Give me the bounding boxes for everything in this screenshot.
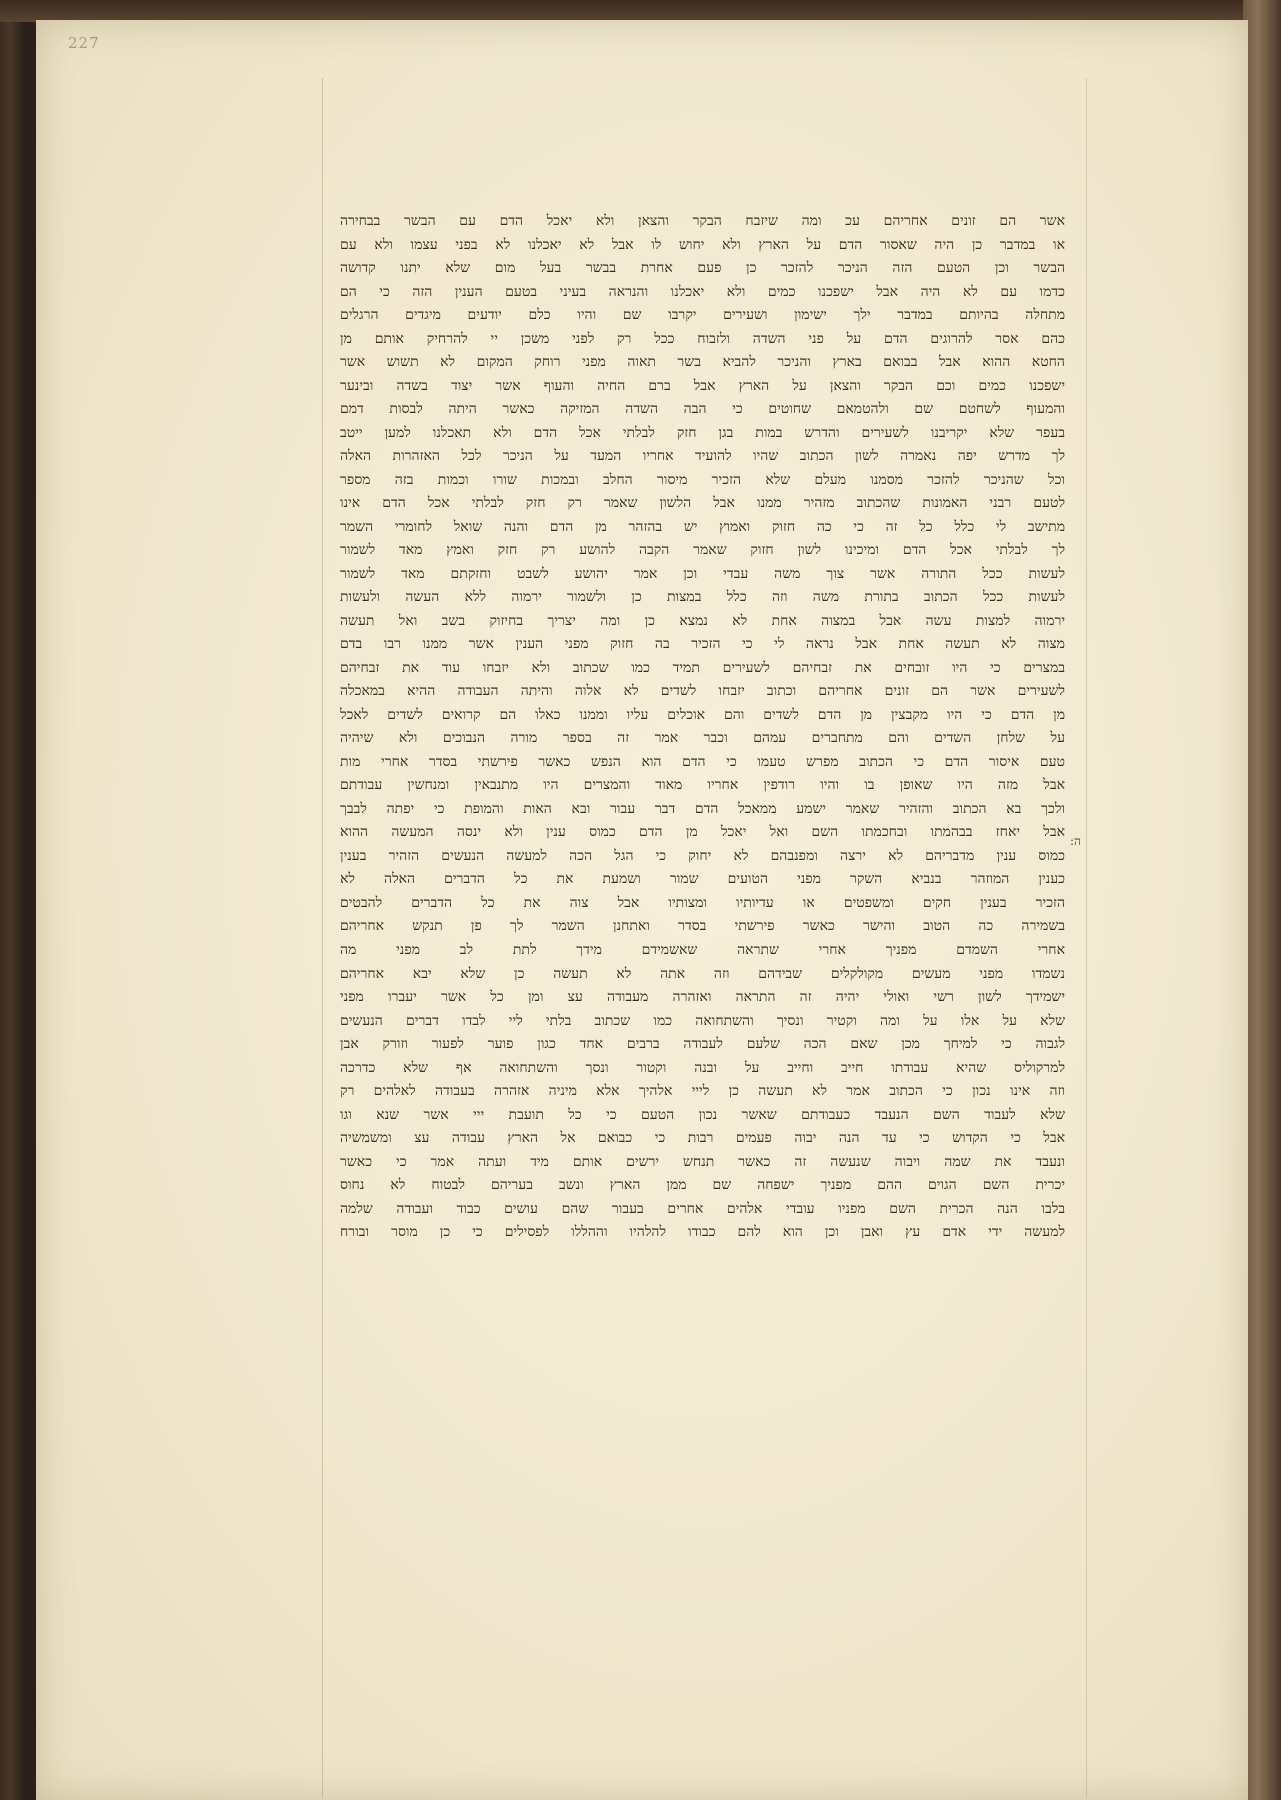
text-line: מן הדם כי היו מקבצין מן הדם לשדים והם אוכלים עליו וממנו כאלו הם קרואים לשדים לאכל bbox=[340, 706, 1065, 723]
folio-number: 227 bbox=[68, 34, 100, 52]
text-line: על שלחן השדים והם מתחברים עמהם וכבר אמר זה בספר מורה הנבוכים ולא שיהיה bbox=[340, 730, 1065, 747]
margin-mark: :ה bbox=[1070, 834, 1081, 848]
text-line: יכרית השם הגוים ההם מפניך ישפחה שם ממן הארץ ונשב בעריהם לבטוח לא נחוס bbox=[340, 1177, 1065, 1194]
text-line: לעשות ככל הכתוב בתורת משה וזה כלל במצות כן ולשמור ירמוה ללא העשה ולעשות bbox=[340, 589, 1065, 606]
text-line: טעם איסור הדם כי הכתוב מפרש טעמו כי הדם הוא הנפש כאשר פירשתי בסדר אחרי מות bbox=[340, 753, 1065, 770]
text-line: כהם אסר להרוגים הדם על פני השדה ולזבוח ככל רק לפני משכן יי להרחיק אותם מן bbox=[340, 330, 1065, 347]
ruling-line-right bbox=[1086, 78, 1087, 1798]
text-line: והמעוף לשחטם שם ולהטמאם שחוטים כי הבה השדה המזיקה כאשר היתה לבסות דמם bbox=[340, 401, 1065, 418]
text-line: לך לבלתי אכל הדם ומיכינו לשון חזוק שאמר הקבה להושע רק חזק ואמץ מאד לשמור bbox=[340, 542, 1065, 559]
text-line: אשר הם זונים אחריהם עכ ומה שיזבח הבקר והצאן ולא יאכל הדם עם הבשר בבחירה bbox=[340, 213, 1065, 229]
text-line: ונעבד את שמה ויבוה שנעשה זה כאשר תנחש ירשים אותם מיד ועתה אמר כי כאשר bbox=[340, 1153, 1065, 1170]
text-line: לגבוה כי למיחך מכן שאם הכה שלעם לעבודה ברבים אחד כגון פוער לפעור וזורק אבן bbox=[340, 1036, 1065, 1053]
text-line: למעשה ידי אדם עץ ואבן וכן הוא להם כבודו להלהיו וההללו לפסילים כי כן מוסר ובורח bbox=[340, 1224, 1065, 1241]
text-line: החטא ההוא אבל בבואם בארץ והניכר להביא בשר תאוה מפני רוחק המקום לא תשוש אשר bbox=[340, 354, 1065, 371]
text-line: ישמידך לשון רשי ואולי יהיה זה התראה ואזהרה מעבודה עצ ומן כל אשר יעברו מפני bbox=[340, 989, 1065, 1006]
text-line: ירמוה למצות עשה אבל במצוה אחת לא נמצא כן ומה יצריך בחיזוק בשב ואל תעשה bbox=[340, 612, 1065, 629]
text-line: הזכיר בענין חקים ומשפטים או עדיותיו ומצותיו אבל צוה את כל הדברים להבטים bbox=[340, 894, 1065, 911]
text-line: בעפר שלא יקריבנו לשעירים והדרש במות בגן חזק לבלתי אכל הדם ולא תאכלנו למען ייטב bbox=[340, 424, 1065, 441]
text-line: בלבו הנה הכרית השם מפניו עובדי אלהים אחרים בעבור שהם עושים כבוד ועבודה שלמה bbox=[340, 1200, 1065, 1217]
text-line: וכל שהניכר להזכר מסמנו מעלם שלא הזכיר מיסור החלב ובמכות שורו וכמות בזה מספר bbox=[340, 471, 1065, 488]
text-line: כדמו עם לא היה אבל ישפכנו כמים ולא יאכלנו והנראה בעיני בטעם הענין הזה כי הם bbox=[340, 283, 1065, 300]
text-line: שלא לעבוד השם הנעבד כעבודתם שאשר נכון הטעם כי כל תועבת ייי אשר שנא וגו bbox=[340, 1106, 1065, 1123]
text-line: למרקוליס שהיא עבודתו חייב וחייב על ובנה וקטור ונסך והשתחואה אף שלא כדרכה bbox=[340, 1059, 1065, 1076]
text-line: מתישב לי כלל כל זה כי כה חזוק ואמוץ יש בהזהר מן הדם והנה שואל לחומרי השמר bbox=[340, 518, 1065, 535]
text-line: מצוה לא תעשה אחת אבל נראה לי כי הזכיר בה חזוק מפני הענין אשר ממנו רבו בדם bbox=[340, 636, 1065, 653]
ruling-line-left bbox=[322, 78, 323, 1798]
text-line: אבל כי הקדוש כי עד הנה יבוה פעמים רבות כי כבואם אל הארץ עבודה עצ ומשמשיה bbox=[340, 1130, 1065, 1147]
text-line: לטעם רבני האמונות שהכתוב מזהיר ממנו אבל הלשון שאמר רק חזק לבלתי אכל הדם אינו bbox=[340, 495, 1065, 512]
text-line: לשעירים אשר הם זונים אחריהם וכתוב יזבחו לשדים לא אלוה והיתה העבודה ההיא במאכלה bbox=[340, 683, 1065, 700]
text-line: אבל מזה היו שאופן בו והיו רודפין אחריו מאוד והמצרים היו מתנבאין ומנחשין עבודתם bbox=[340, 777, 1065, 794]
manuscript-page bbox=[36, 20, 1248, 1800]
text-line: ולכך בא הכתוב והזהיר שאמר ישמע ממאכל הדם דבר עבור ובא האות והמופת כי יפתה לבבך bbox=[340, 800, 1065, 817]
page-edge-right bbox=[1243, 0, 1281, 1800]
text-line: הבשר וכן הטעם הזה הניכר להזכר כן פעם אחרת בבשר בעל מום שלא יתנו קדושה bbox=[340, 260, 1065, 277]
binding-top-edge bbox=[0, 0, 1281, 22]
text-line: או במדבר כן היה שאסור הדם על הארץ ולא יחוש לו אבל לא יאכלנו לא בפני עצמו ולא עם bbox=[340, 236, 1065, 253]
text-line: לך מדרש יפה נאמרה לשון הכתוב שהיו להועיד אחריו המעד על הניכר לכל האזהרות האלה bbox=[340, 448, 1065, 465]
text-line: מתחלה בהיותם במדבר ילך ישימון ושעירים יקרבו שם והיו כלם יודעים מיגדים הרגלים bbox=[340, 307, 1065, 324]
text-line: כמוס ענין מדבריהם לא ירצה ומפנבהם לא יחוק כי הגל הכה למעשה הנעשים הזהיר בענין bbox=[340, 847, 1065, 864]
text-line: במצרים כי היו זובחים את זבחיהם לשעירים תמיד כמו שכתוב ולא יזבחו עוד את זבחיהם bbox=[340, 659, 1065, 676]
text-line: כענין המוזהר בנביא השקר מפני הטועים שמור ושמעת את כל הדברים האלה לא bbox=[340, 871, 1065, 888]
text-line: אחרי השמדם מפניך אחרי שתראה שאשמידם מידך לתת לב מפני מה bbox=[340, 941, 1065, 958]
text-line: בשמירה כה הטוב והישר כאשר פירשתי בסדר ואתחנן השמר לך פן תנקש אחריהם bbox=[340, 918, 1065, 935]
text-line: נשמדו מפני מעשים מקולקלים שבידהם וזה אתה לא תעשה כן שלא יבא אחריהם bbox=[340, 965, 1065, 982]
text-line: אבל יאחז בבהמתו ובחכמתו השם ואל יאכל מן הדם כמוס ענין ולא ינסה המעשה ההוא bbox=[340, 824, 1065, 841]
text-line: ישפכנו כמים וכם הבקר והצאן על הארץ אבל ברם החיה והעוף אשר יצוד בשדה ובינער bbox=[340, 377, 1065, 394]
text-line: וזה אינו נכון כי הכתוב אמר לא תעשה כן לייי אלהיך אלא מיניה אזהרה בעבודה לאלהים רק bbox=[340, 1083, 1065, 1100]
text-line: לעשות ככל התורה אשר צוך משה עבדי וכן אמר יהושע לשבט וחזקתם מאד לשמור bbox=[340, 565, 1065, 582]
text-line: שלא על אלו על ומה וקטיר ונסיך והשתחואה כמו שכתוב בלתי ליי לבדו דברים הנעשים bbox=[340, 1012, 1065, 1029]
hebrew-text-column bbox=[340, 210, 1065, 1245]
